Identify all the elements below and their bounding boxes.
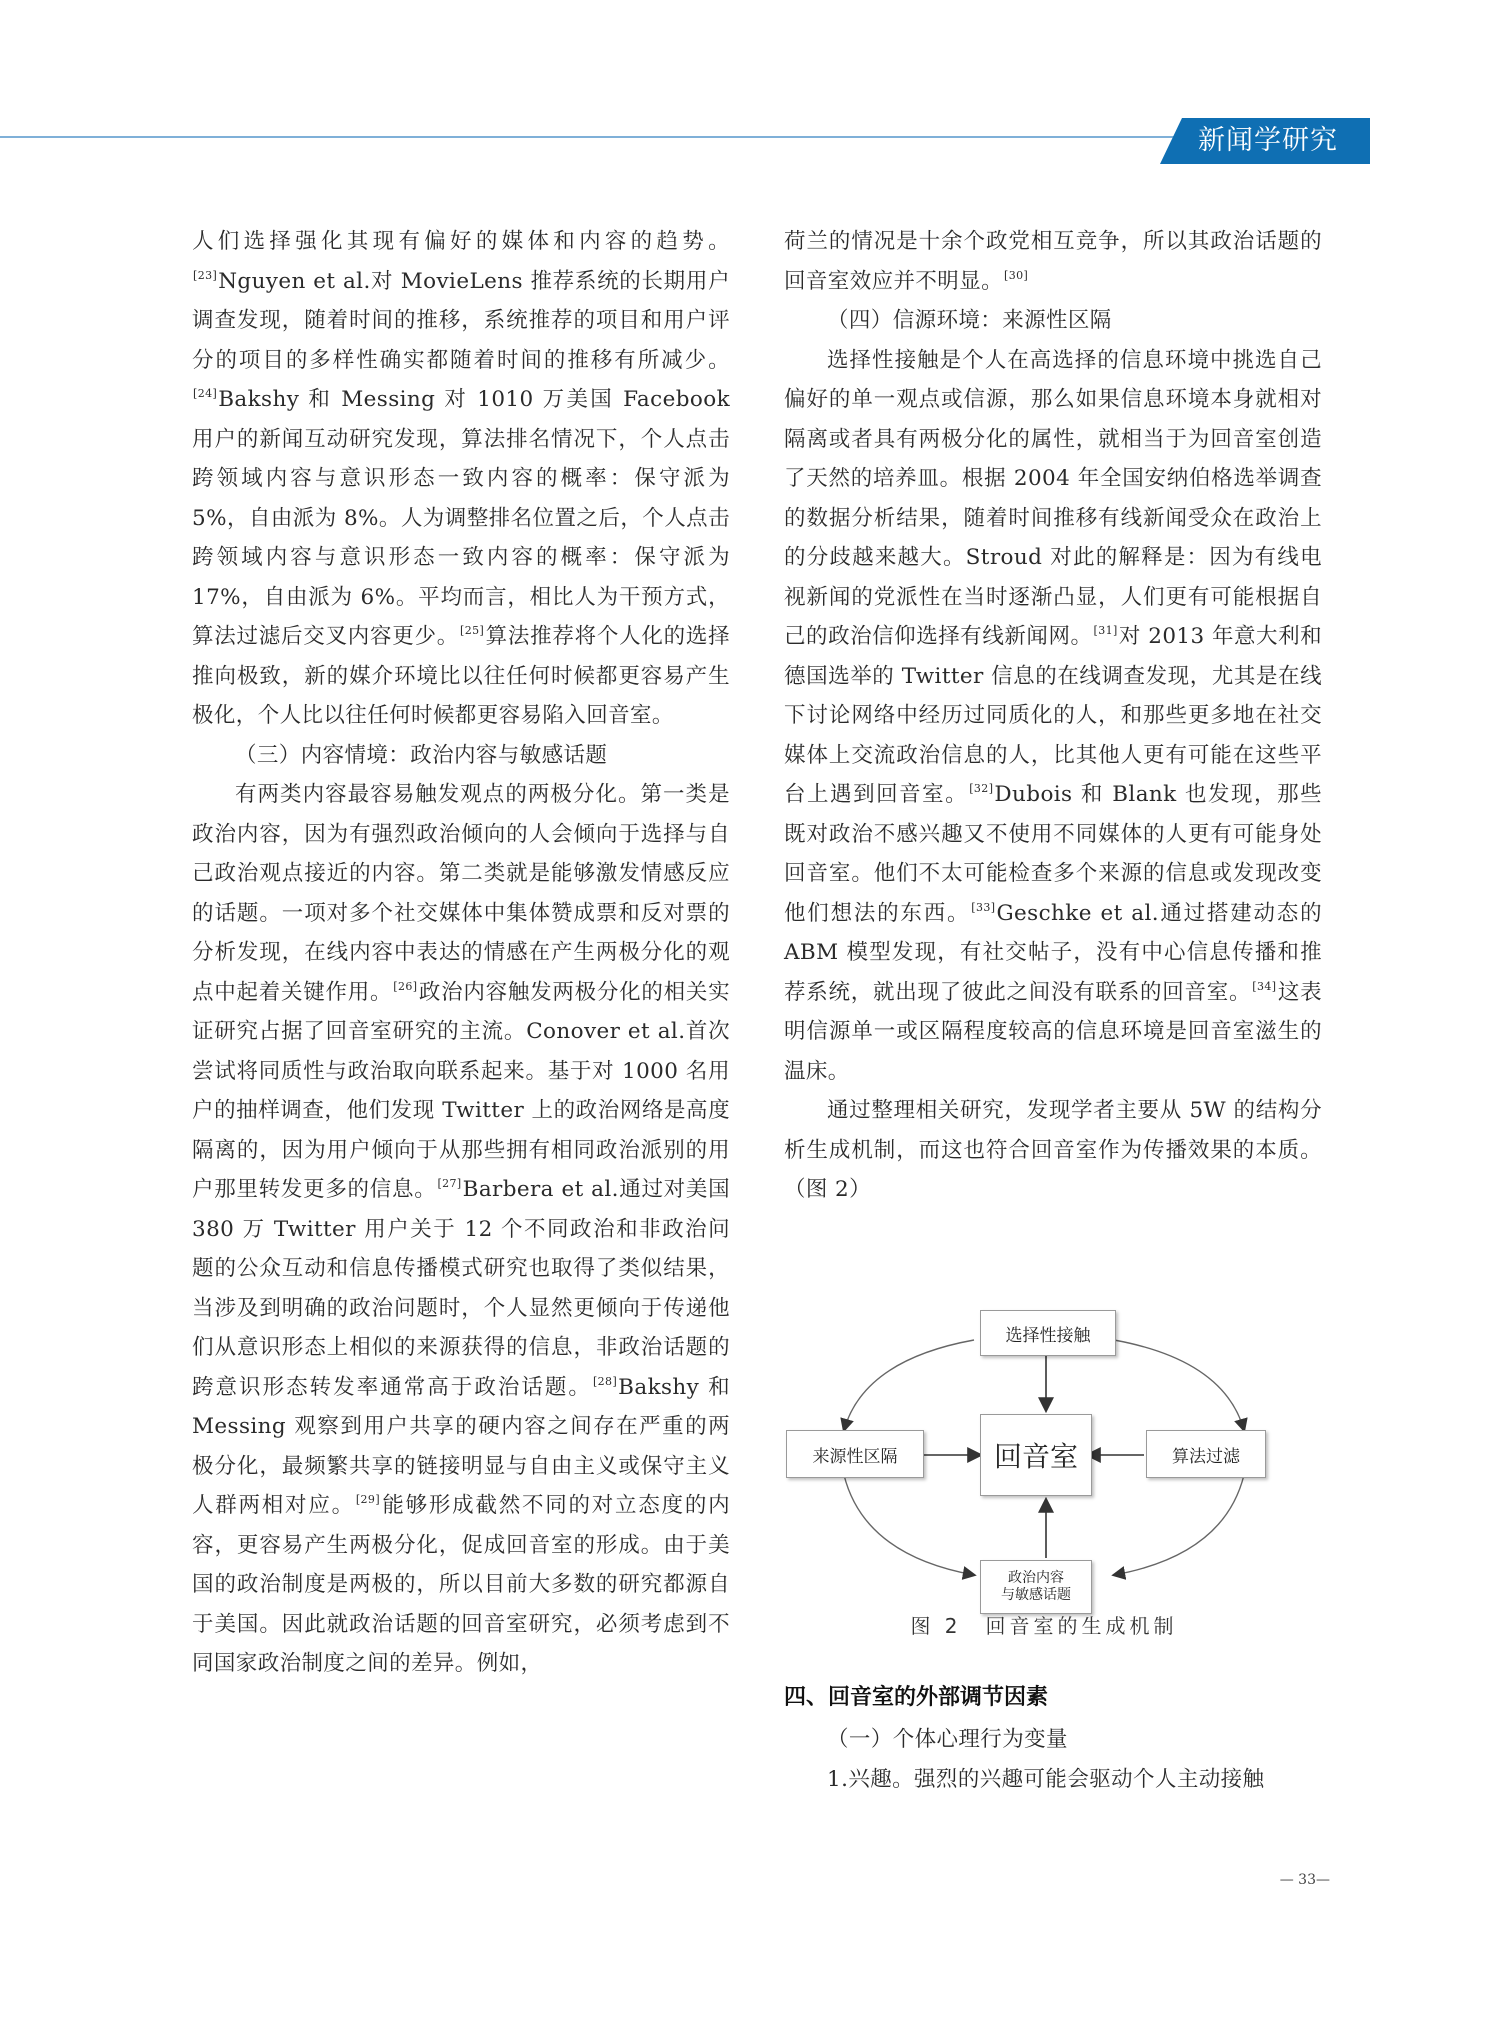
node-echo-chamber: 回音室 bbox=[980, 1414, 1092, 1496]
node-political-content: 政治内容 与敏感话题 bbox=[980, 1560, 1092, 1614]
citation-ref: [26] bbox=[393, 979, 418, 993]
node-algorithmic-filtering: 算法过滤 bbox=[1146, 1430, 1266, 1478]
citation-ref: [28] bbox=[592, 1374, 618, 1388]
node-selective-exposure: 选择性接触 bbox=[980, 1310, 1116, 1356]
citation-ref: [27] bbox=[437, 1177, 462, 1190]
paragraph: 荷兰的情况是十余个政党相互竞争，所以其政治话题的回音室效应并不明显。[30] bbox=[784, 229, 1322, 294]
citation-ref: [23] bbox=[193, 268, 218, 282]
header-rule bbox=[0, 136, 1175, 138]
paragraph: 人们选择强化其现有偏好的媒体和内容的趋势。[23]Nguyen et al.对 MovieLens 推荐系统的长期用户调查发现，随着时间的推移，系统推荐的项目和用户评分的项目的多样性确实都随着时间的推移有所减少。[24]Bakshy 和 Messing 对 1010 万美国 Facebook 用户的新闻互动研究发现，算法排名情况下，个人点击跨领域内容与意识形态一致内容的概率：保守派为 5%，自由派为 8%。人为调整排名位置之后，个人点击跨领域内容与意识形态一致内容的概率：保守派为 17%，自由派为 6%。平均而言，相比人为干预方式，算法过滤后交叉内容更少。[25]算法推荐将个人化的选择推向极致，新的媒介环境比以往任何时候都更容易产生极化，个人比以往任何时候都更容易陷入回音室。 bbox=[192, 229, 730, 728]
citation-ref: [29] bbox=[355, 1493, 381, 1506]
paragraph: 选择性接触是个人在高选择的信息环境中挑选自己偏好的单一观点或信源，那么如果信息环境本身就相对隔离或者具有两极分化的属性，就相当于为回音室创造了天然的培养皿。根据 2004 年全国安纳伯格选举调查的数据分析结果，随着时间推移有线新闻受众在政治上的分歧越来越大。Stroud 对此的解释是：因为有线电视新闻的党派性在当时逐渐凸显，人们更有可能根据自己的政治信仰选择有线新闻网。[31]对 2013 年意大利和德国选举的 Twitter 信息的在线调查发现，尤其是在线下讨论网络中经历过同质化的人，和那些更多地在社交媒体上交流政治信息的人，比其他人更有可能在这些平台上遇到回音室。[32]Dubois 和 Blank 也发现，那些既对政治不感兴趣又不使用不同媒体的人更有可能身处回音室。他们不太可能检查多个来源的信息或发现改变他们想法的东西。[33]Geschke et al.通过搭建动态的 ABM 模型发现，有社交帖子，没有中心信息传播和推荐系统，就出现了彼此之间没有联系的回音室。[34]这表明信源单一或区隔程度较高的信息环境是回音室滋生的温床。 bbox=[784, 347, 1323, 1084]
page-number: — 33— bbox=[1279, 1872, 1330, 1888]
citation-ref: [31] bbox=[1093, 624, 1118, 637]
right-column bbox=[784, 222, 1322, 1210]
citation-ref: [30] bbox=[1004, 268, 1029, 282]
section-heading: 四、回音室的外部调节因素 bbox=[784, 1685, 1049, 1710]
arc-bottom-left bbox=[844, 1475, 974, 1575]
journal-title: 新闻学研究 bbox=[1198, 125, 1338, 156]
figure-2-diagram bbox=[784, 1300, 1304, 1620]
section-4-body bbox=[784, 1720, 1322, 1799]
paragraph: 有两类内容最容易触发观点的两极分化。第一类是政治内容，因为有强烈政治倾向的人会倾向于选择与自己政治观点接近的内容。第二类就是能够激发情感反应的话题。一项对多个社交媒体中集体赞成票和反对票的分析发现，在线内容中表达的情感在产生两极分化的观点中起着关键作用。[26]政治内容触发两极分化的相关实证研究占据了回音室研究的主流。Conover et al.首次尝试将同质性与政治取向联系起来。基于对 1000 名用户的抽样调查，他们发现 Twitter 上的政治网络是高度隔离的，因为用户倾向于从那些拥有相同政治派别的用户那里转发更多的信息。[27]Barbera et al.通过对美国 380 万 Twitter 用户关于 12 个不同政治和非政治问题的公众互动和信息传播模式研究也取得了类似结果，当涉及到明确的政治问题时，个人显然更倾向于传递他们从意识形态上相似的来源获得的信息，非政治话题的跨意识形态转发率通常高于政治话题。[28]Bakshy 和 Messing 观察到用户共享的硬内容之间存在严重的两极分化，最频繁共享的链接明显与自由主义或保守主义人群两相对应。[29]能够形成截然不同的对立态度的内容，更容易产生两极分化，促成回音室的形成。由于美国的政治制度是两极的，所以目前大多数的研究都源自于美国。因此就政治话题的回音室研究，必须考虑到不同国家政治制度之间的差异。例如， bbox=[192, 782, 731, 1676]
subsection-heading: （一）个体心理行为变量 bbox=[827, 1727, 1068, 1752]
subsection-heading: （三）内容情境：政治内容与敏感话题 bbox=[235, 742, 608, 768]
citation-ref: [33] bbox=[971, 900, 996, 914]
left-column bbox=[192, 222, 730, 1684]
arc-top-left bbox=[844, 1340, 974, 1430]
citation-ref: [32] bbox=[969, 782, 994, 795]
arc-top-right bbox=[1114, 1340, 1244, 1430]
paragraph: 通过整理相关研究，发现学者主要从 5W 的结构分析生成机制，而这也符合回音室作为传播效果的本质。（图 2） bbox=[784, 1098, 1322, 1202]
paragraph: 1.兴趣。强烈的兴趣可能会驱动个人主动接触 bbox=[827, 1766, 1265, 1792]
node-source-segregation: 来源性区隔 bbox=[786, 1430, 924, 1478]
citation-ref: [34] bbox=[1252, 979, 1277, 993]
citation-ref: [25] bbox=[460, 624, 485, 637]
figure-caption: 图 2 回音室的生成机制 bbox=[910, 1614, 1178, 1638]
subsection-heading: （四）信源环境：来源性区隔 bbox=[827, 308, 1112, 333]
citation-ref: [24] bbox=[193, 387, 218, 400]
arc-bottom-right bbox=[1114, 1475, 1244, 1575]
